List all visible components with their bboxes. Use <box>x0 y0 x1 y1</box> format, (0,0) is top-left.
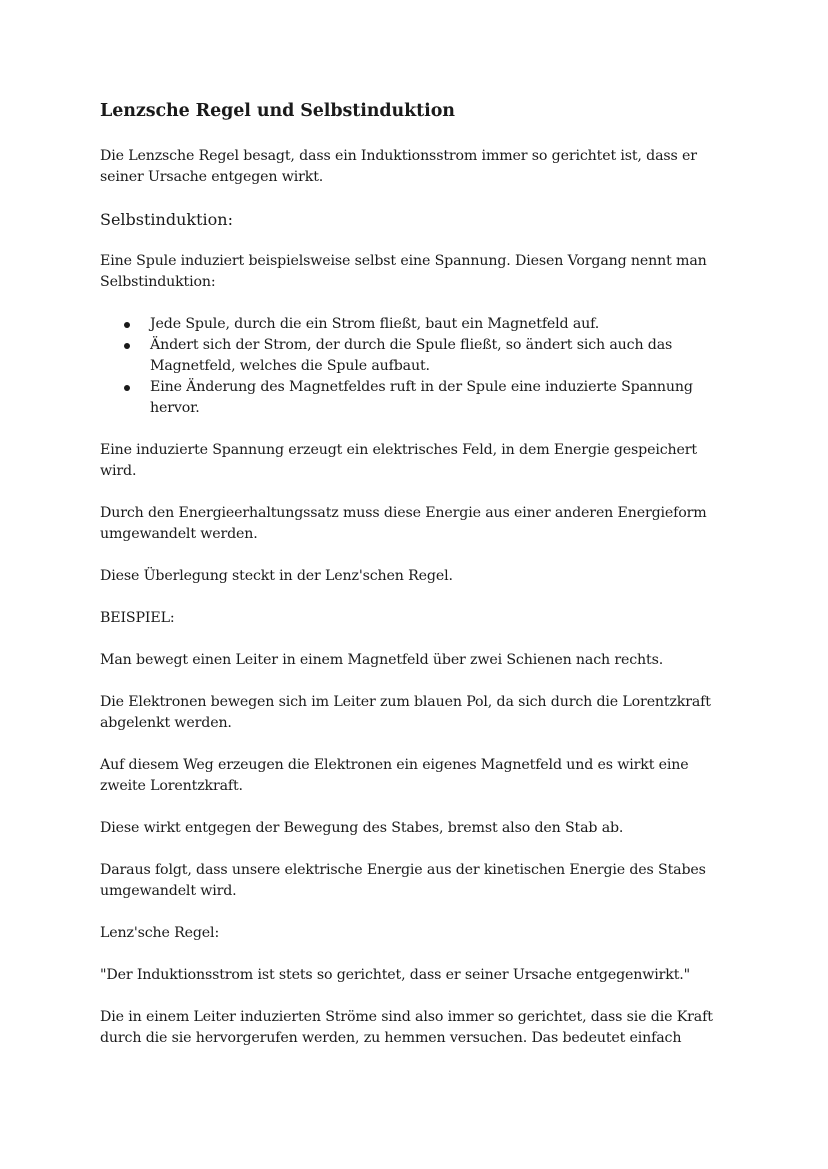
regel-label: Lenz'sche Regel: <box>100 925 220 941</box>
paragraph-energie: Eine induzierte Spannung erzeugt ein elektrisches Feld, in dem Energie gespeichert wird. <box>100 442 697 479</box>
bullet-icon <box>124 343 130 349</box>
list-item <box>100 335 720 377</box>
list-item <box>100 314 720 335</box>
list-item-text: Jede Spule, durch die ein Strom fließt, baut ein Magnetfeld auf. <box>150 316 600 332</box>
paragraph-daraus: Daraus folgt, dass unsere elektrische Energie aus der kinetischen Energie des Stabes umgewandelt wird. <box>100 862 706 899</box>
paragraph-ueberlegung: Diese Überlegung steckt in der Lenz'schen Regel. <box>100 568 453 584</box>
paragraph-elektronen: Die Elektronen bewegen sich im Leiter zum blauen Pol, da sich durch die Lorentzkraft abgelenkt werden. <box>100 694 711 731</box>
intro-paragraph: Die Lenzsche Regel besagt, dass ein Induktionsstrom immer so gerichtet ist, dass er seiner Ursache entgegen wirkt. <box>100 148 697 185</box>
document-page <box>100 98 720 1070</box>
paragraph-schluss: Die in einem Leiter induzierten Ströme sind also immer so gerichtet, dass sie die Kraft durch die sie hervorgerufen werden, zu hemmen versuchen. Das bedeutet einfach <box>100 1009 713 1046</box>
beispiel-label: BEISPIEL: <box>100 610 175 626</box>
selbstinduktion-heading: Selbstinduktion: <box>100 210 233 229</box>
paragraph-leiter: Man bewegt einen Leiter in einem Magnetfeld über zwei Schienen nach rechts. <box>100 652 664 668</box>
list-item-text: Eine Änderung des Magnetfeldes ruft in der Spule eine induzierte Spannung hervor. <box>150 379 693 416</box>
selbstinduktion-paragraph: Eine Spule induziert beispielsweise selbst eine Spannung. Diesen Vorgang nennt man Selbstinduktion: <box>100 253 707 290</box>
paragraph-weg: Auf diesem Weg erzeugen die Elektronen ein eigenes Magnetfeld und es wirkt eine zweite Lorentzkraft. <box>100 757 689 794</box>
list-item <box>100 377 720 419</box>
list-item-text: Ändert sich der Strom, der durch die Spule fließt, so ändert sich auch das Magnetfeld, welches die Spule aufbaut. <box>150 337 673 374</box>
bullet-icon <box>124 322 130 328</box>
regel-quote: "Der Induktionsstrom ist stets so gerichtet, dass er seiner Ursache entgegenwirkt." <box>100 967 691 983</box>
paragraph-erhaltung: Durch den Energieerhaltungssatz muss diese Energie aus einer anderen Energieform umgewandelt werden. <box>100 505 707 542</box>
paragraph-bremst: Diese wirkt entgegen der Bewegung des Stabes, bremst also den Stab ab. <box>100 820 624 836</box>
document-title: Lenzsche Regel und Selbstinduktion <box>100 101 455 121</box>
bullet-icon <box>124 385 130 391</box>
bullet-list <box>100 314 720 419</box>
